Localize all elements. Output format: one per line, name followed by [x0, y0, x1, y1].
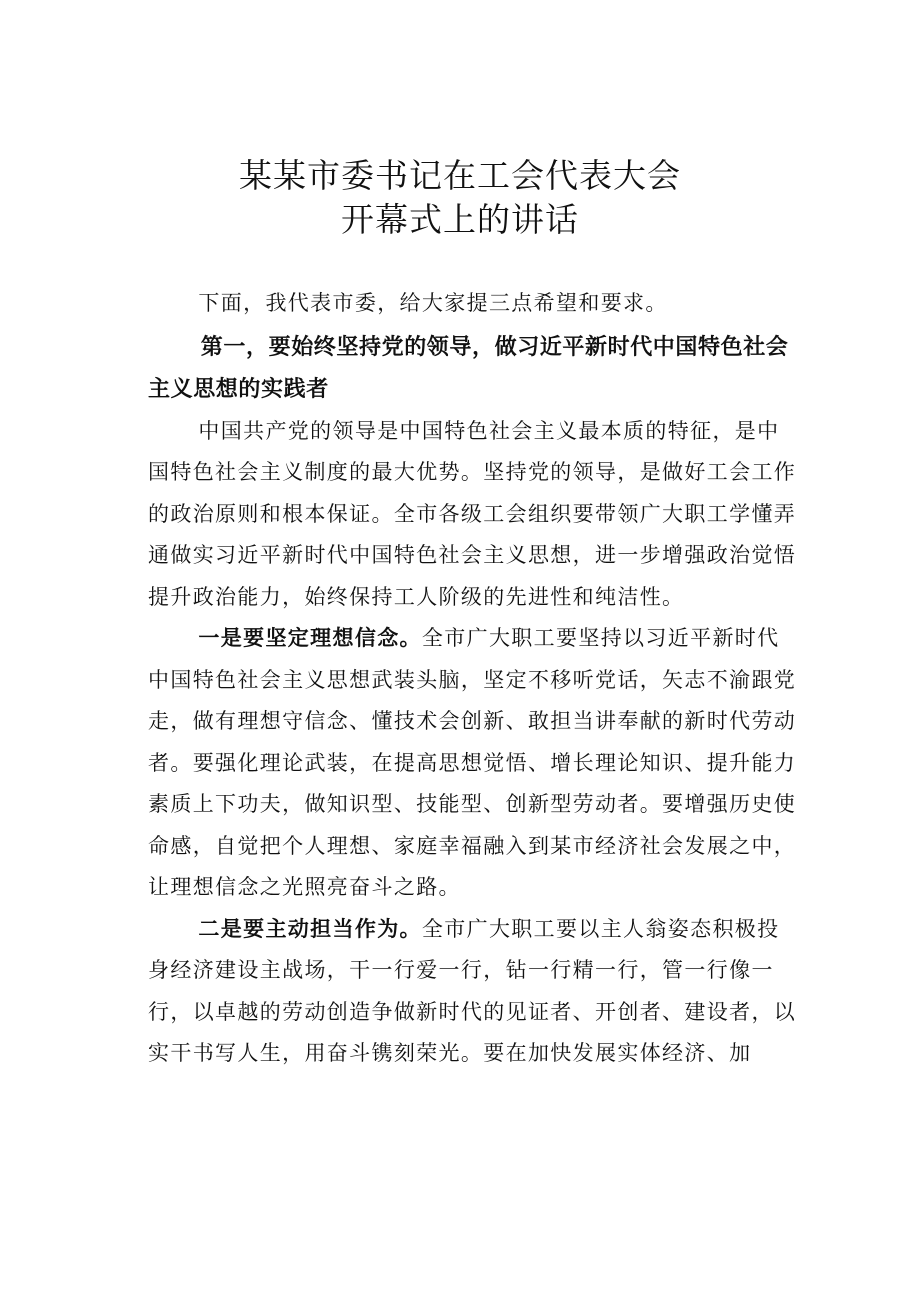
title-line-1: 某某市委书记在工会代表大会 [239, 156, 681, 195]
document-title [0, 154, 920, 242]
point-1-paragraph [148, 618, 800, 909]
section-1-heading: 第一，要始终坚持党的领导，做习近平新时代中国特色社会主义思想的实践者 [148, 334, 789, 402]
title-line-2: 开幕式上的讲话 [341, 200, 579, 239]
intro-paragraph: 下面，我代表市委，给大家提三点希望和要求。 [198, 291, 668, 315]
point-2-text: 全市广大职工要以主人翁姿态积极投身经济建设主战场，干一行爱一行，钻一行精一行，管一行像一行，以卓越的劳动创造争做新时代的见证者、开创者、建设者，以实干书写人生，用奋斗镌刻荣光。要在加快发展实体经济、加 [148, 916, 797, 1065]
section-1-paragraph: 中国共产党的领导是中国特色社会主义最本质的特征，是中国特色社会主义制度的最大优势。坚持党的领导，是做好工会工作的政治原则和根本保证。全市各级工会组织要带领广大职工学懂弄通做实习近平新时代中国特色社会主义思想，进一步增强政治觉悟提升政治能力，始终保持工人阶级的先进性和纯洁性。 [148, 418, 797, 609]
document-body [148, 283, 800, 1075]
point-1-text: 全市广大职工要坚持以习近平新时代中国特色社会主义思想武装头脑，坚定不移听党话，矢志不渝跟党走，做有理想守信念、懂技术会创新、敢担当讲奉献的新时代劳动者。要强化理论武装，在提高思想觉悟、增长理论知识、提升能力素质上下功夫，做知识型、技能型、创新型劳动者。要增强历史使命感，自觉把个人理想、家庭幸福融入到某市经济社会发展之中，让理想信念之光照亮奋斗之路。 [148, 626, 797, 899]
point-2-lead: 二是要主动担当作为。 [198, 916, 422, 941]
point-1-lead: 一是要坚定理想信念。 [198, 626, 422, 650]
point-2-paragraph [148, 909, 800, 1075]
